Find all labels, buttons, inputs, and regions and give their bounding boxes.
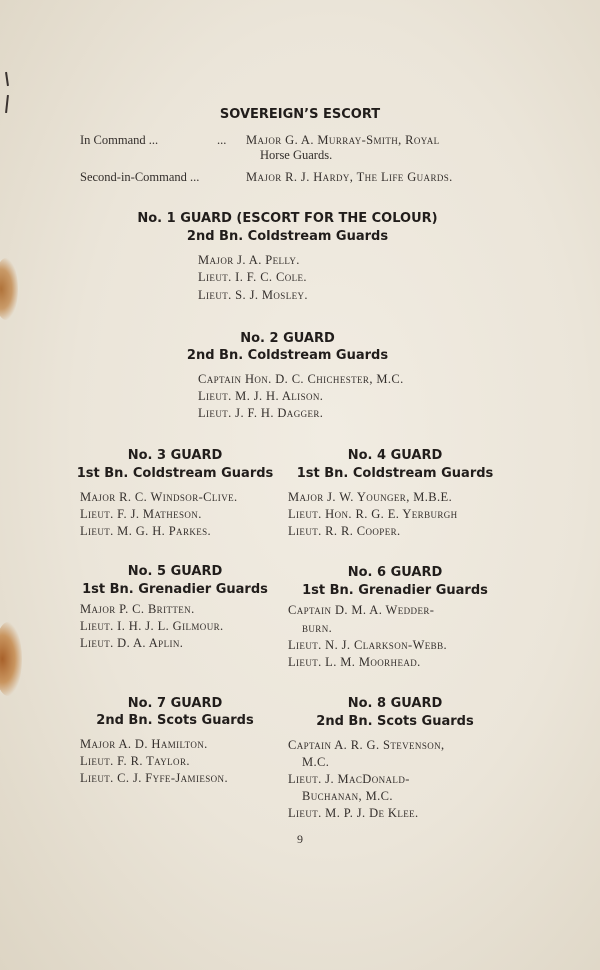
- officer-name: Lieut. F. R. Taylor.: [80, 754, 190, 768]
- officer-name: Lieut. R. R. Cooper.: [288, 524, 401, 538]
- officer-name: Major J. W. Younger, M.B.E.: [288, 490, 453, 504]
- officer-name-cont: Buchanan, M.C.: [302, 789, 393, 803]
- guard-heading: No. 3 GUARD: [127, 448, 223, 463]
- officer-name: Lieut. D. A. Aplin.: [80, 636, 184, 650]
- in-command-name: Major G. A. Murray-Smith, Royal: [246, 133, 440, 147]
- officer-name-cont: M.C.: [302, 755, 330, 769]
- second-in-command-label: Second-in-Command ...: [80, 170, 200, 184]
- guard-unit: 2nd Bn. Scots Guards: [96, 713, 254, 728]
- guard-unit: 2nd Bn. Coldstream Guards: [186, 229, 389, 244]
- officer-name: Lieut. I. F. C. Cole.: [198, 270, 307, 284]
- officer-name: Major A. D. Hamilton.: [80, 737, 208, 751]
- officer-name: Lieut. N. J. Clarkson-Webb.: [288, 638, 447, 652]
- guard-heading: No. 8 GUARD: [347, 696, 443, 711]
- paper-stain: [0, 622, 22, 696]
- officer-name: Captain A. R. G. Stevenson,: [288, 738, 445, 752]
- officer-name: Lieut. M. J. H. Alison.: [198, 389, 324, 403]
- guard-heading: No. 4 GUARD: [347, 448, 443, 463]
- guard-unit: 1st Bn. Grenadier Guards: [82, 582, 268, 597]
- officer-name: Captain D. M. A. Wedder-: [288, 603, 435, 617]
- officer-name: Major P. C. Britten.: [80, 602, 195, 616]
- officer-name: Lieut. C. J. Fyfe-Jamieson.: [80, 771, 228, 785]
- officer-name: Lieut. F. J. Matheson.: [80, 507, 202, 521]
- officer-name: Major R. C. Windsor-Clive.: [80, 490, 238, 504]
- in-command-dots: ...: [217, 133, 227, 147]
- officer-name: Captain Hon. D. C. Chichester, M.C.: [198, 372, 404, 386]
- guard-heading: No. 2 GUARD: [240, 331, 335, 346]
- in-command-label: In Command ...: [80, 133, 159, 147]
- guard-heading: No. 6 GUARD: [347, 565, 443, 580]
- ink-mark: [5, 72, 9, 86]
- guard-unit: 1st Bn. Coldstream Guards: [76, 466, 274, 481]
- officer-name: Lieut. S. J. Mosley.: [198, 288, 308, 302]
- guard-unit: 1st Bn. Coldstream Guards: [296, 466, 494, 481]
- officer-name: Major J. A. Pelly.: [198, 253, 300, 267]
- officer-name: Lieut. I. H. J. L. Gilmour.: [80, 619, 224, 633]
- officer-name: Lieut. M. P. J. De Klee.: [288, 806, 419, 820]
- guard-unit: 2nd Bn. Scots Guards: [316, 714, 474, 729]
- officer-name: Lieut. J. F. H. Dagger.: [198, 406, 324, 420]
- officer-name-cont: burn.: [302, 621, 333, 635]
- officer-name: Lieut. M. G. H. Parkes.: [80, 524, 212, 538]
- officer-name: Lieut. Hon. R. G. E. Yerburgh: [288, 507, 458, 521]
- second-in-command-name: Major R. J. Hardy, The Life Guards.: [246, 170, 453, 184]
- paper-stain: [0, 258, 18, 320]
- guard-heading: No. 5 GUARD: [127, 564, 223, 579]
- guard-unit: 1st Bn. Grenadier Guards: [302, 583, 488, 598]
- escort-heading: SOVEREIGN’S ESCORT: [219, 107, 381, 122]
- in-command-name-cont: Horse Guards.: [260, 148, 333, 162]
- guard-heading: No. 1 GUARD (ESCORT FOR THE COLOUR): [137, 211, 438, 226]
- page-number: 9: [297, 832, 303, 846]
- officer-name: Lieut. L. M. Moorhead.: [288, 655, 421, 669]
- officer-name: Lieut. J. MacDonald-: [288, 772, 410, 786]
- guard-unit: 2nd Bn. Coldstream Guards: [186, 348, 389, 363]
- guard-heading: No. 7 GUARD: [127, 696, 223, 711]
